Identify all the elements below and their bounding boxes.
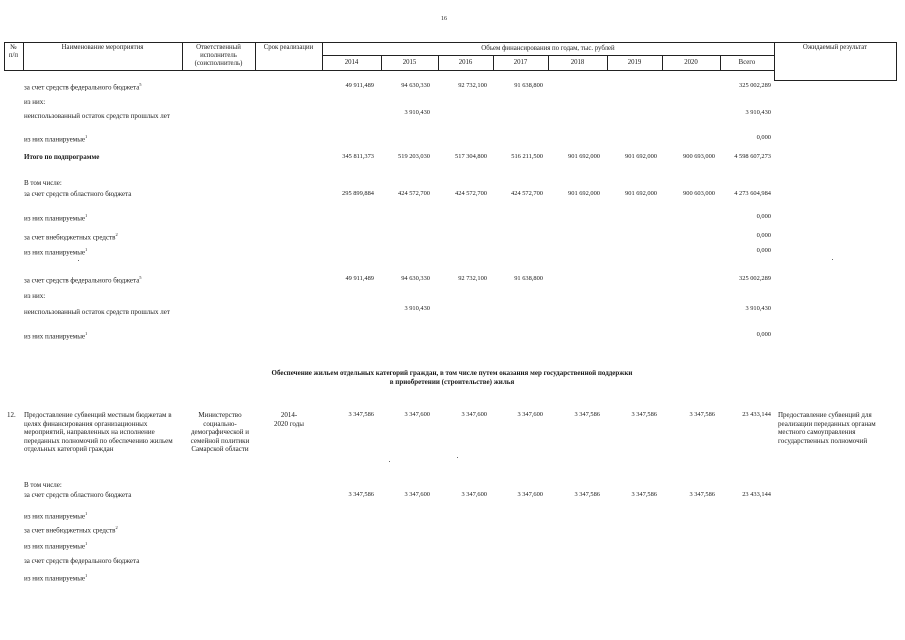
table-cell-value: 3 910,430 [745,109,771,116]
footnote-marker: 2 [115,232,118,237]
row-label-text: из них: [24,292,46,300]
footnote-marker: 1 [85,541,88,546]
header-term: Срок реализации [263,44,314,51]
header-year: Всего [738,59,756,66]
table-cell-value: 3 347,600 [404,411,430,418]
scan-speck [78,260,79,261]
table-cell-value: 3 347,586 [689,491,715,498]
header-year: 2020 [684,59,698,66]
row-label-text: из них: [24,98,46,106]
table-cell-value: 0,000 [756,213,771,220]
row-label-text: неиспользованный остаток средств прошлых лет [24,308,170,316]
table-cell-value: 0,000 [756,134,771,141]
row-label [24,332,87,340]
page-number: 16 [441,16,447,22]
table-cell-value: 91 638,800 [514,82,543,89]
section-title: Обеспечение жильем отдельных категорий граждан, в том числе путем оказания мер государственной поддержки в приобретении (строительстве) жилья [271,369,633,386]
table-cell-value: 900 693,000 [683,153,715,160]
row-label-text: из них планируемые [24,214,86,223]
row-label-text: за счет внебюджетных средств [24,233,116,242]
table-cell-value: 519 203,030 [398,153,430,160]
footnote-marker: 1 [85,573,88,578]
table-cell-value: 4 273 604,984 [734,190,771,197]
table-cell-value: 0,000 [756,232,771,239]
header-funding: Объем финансирования по годам, тыс. рублей [481,45,615,52]
row-label-text: неиспользованный остаток средств прошлых лет [24,112,170,120]
table-cell-value: 3 910,430 [404,109,430,116]
table-cell-value: 325 002,289 [739,275,771,282]
table-cell-value: 424 572,700 [455,190,487,197]
item-executor: Министерство социально-демографической и семейной политики Самарской области [190,411,250,454]
table-cell-value: 901 692,000 [625,190,657,197]
footnote-marker: 5 [139,275,142,280]
table-cell-value: 4 598 607,273 [734,153,771,160]
table-cell-value: 3 347,586 [574,411,600,418]
row-label-text: за счет средств областного бюджета [24,190,132,198]
row-label [24,112,182,121]
row-label [24,482,62,489]
table-cell-value: 325 002,289 [739,82,771,89]
row-label-text: из них планируемые [24,332,86,341]
table-cell-value: 3 347,600 [517,411,543,418]
row-label [24,308,182,317]
row-label [24,191,131,198]
footnote-marker: 2 [115,525,118,530]
table-cell-value: 3 347,600 [517,491,543,498]
row-label-text: за счет средств областного бюджета [24,491,132,499]
header-year: 2015 [402,59,417,66]
table-cell-value: 3 347,600 [404,491,430,498]
row-label [24,542,87,550]
row-label [24,248,87,256]
table-cell-value: 94 630,330 [401,82,430,89]
footnote-marker: 1 [85,331,88,336]
header-year: 2016 [458,59,473,66]
row-label [24,154,99,161]
row-label-text: Итого по подпрограмме [24,153,100,161]
table-cell-value: 3 347,586 [631,491,657,498]
row-label [24,233,118,241]
table-cell-value: 295 899,884 [342,190,374,197]
table-cell-value: 3 347,586 [631,411,657,418]
row-label [24,526,118,534]
item-name: Предоставление субвенций местным бюджетам в целях финансирования организационных мероприятий, направленных на исполнение переданных полномочий по обеспечению жильем отдельных категорий граждан [24,411,173,454]
row-label-text: из них планируемые [24,512,86,521]
item-term: 2014- 2020 годы [273,411,304,428]
table-cell-value: 901 692,000 [625,153,657,160]
item-number: 12. [7,411,16,419]
footnote-marker: 1 [85,511,88,516]
row-label-text: из них планируемые [24,135,86,144]
row-label-text: за счет средств федерального бюджета [24,276,140,285]
table-cell-value: 0,000 [756,331,771,338]
table-cell-value: 517 304,800 [455,153,487,160]
row-label [24,99,45,106]
header-executor: Ответственный исполнитель (соисполнитель) [194,44,243,67]
header-year: 2019 [627,59,642,66]
row-label [24,180,62,187]
table-cell-value: 3 347,586 [574,491,600,498]
row-label [24,83,142,91]
table-cell-value: 424 572,700 [398,190,430,197]
table-cell-value: 23 433,144 [742,491,771,498]
table-cell-value: 3 347,586 [689,411,715,418]
scan-speck [389,461,390,462]
header-year: 2014 [344,59,359,66]
row-label-text: из них планируемые [24,574,86,583]
table-cell-value: 3 910,430 [404,305,430,312]
table-cell-value: 345 811,373 [342,153,374,160]
row-label-text: за счет средств федерального бюджета [24,83,140,92]
row-label [24,492,131,499]
table-cell-value: 3 910,430 [745,305,771,312]
row-label-text: за счет средств федерального бюджета [24,557,140,565]
table-cell-value: 94 630,330 [401,275,430,282]
header-year: 2018 [570,59,585,66]
footnote-marker: 5 [139,82,142,87]
scan-speck [832,259,833,260]
footnote-marker: 1 [85,213,88,218]
table-cell-value: 0,000 [756,247,771,254]
row-label [24,135,87,143]
table-cell-value: 49 911,489 [345,275,374,282]
row-label [24,574,87,582]
table-cell-value: 92 732,100 [458,275,487,282]
header-year: 2017 [513,59,528,66]
table-cell-value: 901 692,000 [568,153,600,160]
header-result: Ожидаемый результат [802,44,868,51]
table-cell-value: 3 347,586 [348,491,374,498]
row-label [24,558,139,565]
table-cell-value: 23 433,144 [742,411,771,418]
table-cell-value: 91 638,800 [514,275,543,282]
table-cell-value: 516 211,500 [511,153,543,160]
row-label-text: из них планируемые [24,248,86,257]
row-label-text: из них планируемые [24,542,86,551]
table-cell-value: 424 572,700 [511,190,543,197]
row-label-text: В том числе: [24,481,62,489]
row-label-text: В том числе: [24,179,62,187]
row-label-text: за счет внебюджетных средств [24,526,116,535]
item-result: Предоставление субвенций для реализации переданных органам местного самоуправления государственных полномочий [778,411,876,445]
table-cell-value: 3 347,586 [348,411,374,418]
header-name: Наименование мероприятия [61,44,144,51]
scan-speck [457,457,458,458]
header-no: № п/п [8,44,19,59]
table-cell-value: 901 692,000 [568,190,600,197]
table-cell-value: 3 347,600 [461,411,487,418]
table-cell-value: 49 911,489 [345,82,374,89]
row-label [24,512,87,520]
row-label [24,276,142,284]
table-cell-value: 900 603,000 [683,190,715,197]
table-cell-value: 3 347,600 [461,491,487,498]
table-cell-value: 92 732,100 [458,82,487,89]
footnote-marker: 1 [85,247,88,252]
row-label [24,214,87,222]
row-label [24,293,45,300]
footnote-marker: 1 [85,134,88,139]
